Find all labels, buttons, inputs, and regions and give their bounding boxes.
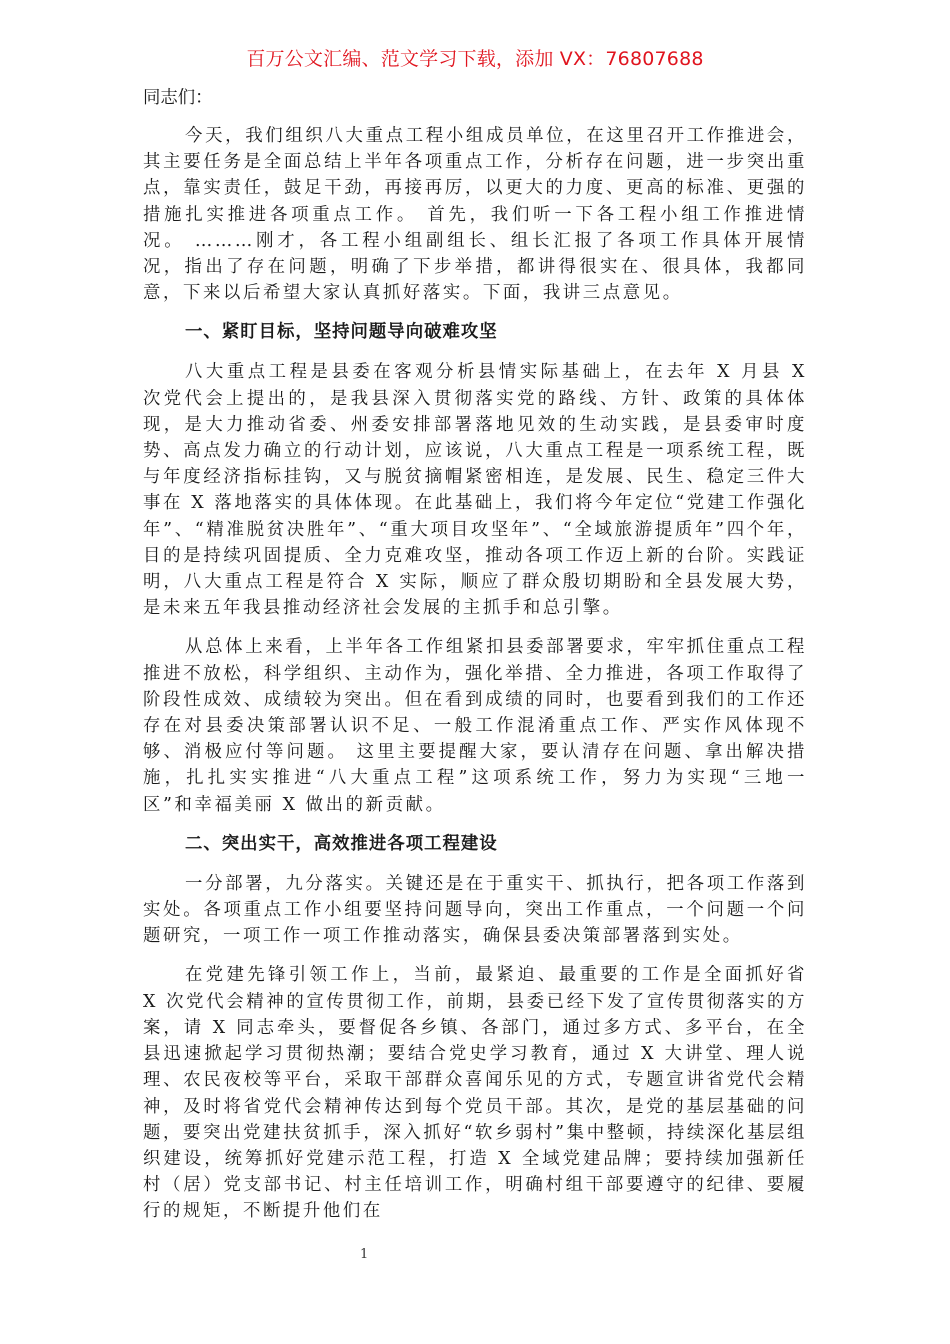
intro-paragraph: 今天，我们组织八大重点工程小组成员单位，在这里召开工作推进会，其主要任务是全面总结上半年各项重点工作，分析存在问题，进一步突出重点，靠实责任，鼓足干劲，再接再厉，以更大的力度、更高的标准、更强的措施扎实推进各项重点工作。 首先，我们听一下各工程小组工作推进情况。 ………刚才，各工程小组副组长、组长汇报了各项工作具体开展情况，指出了存在问题，明确了下步举措，都讲得很实在、很具体，我都同意，下来以后希望大家认真抓好落实。下面，我讲三点意见。 xyxy=(143,126,807,304)
watermark-banner: 百万公文汇编、范文学习下载，添加 VX：76807688 xyxy=(246,48,704,70)
section-2-paragraph-2: 在党建先锋引领工作上，当前，最紧迫、最重要的工作是全面抓好省 X 次党代会精神的宣传贯彻工作，前期，县委已经下发了宣传贯彻落实的方案，请 X 同志牵头，要督促各乡镇、各部门，通过多方式、多平台，在全县迅速掀起学习贯彻热潮；要结合党史学习教育，通过 X 大讲堂、理人说理、农民夜校等平台，采取干部群众喜闻乐见的方式，专题宣讲省党代会精神，及时将省党代会精神传达到每个党员干部。其次，是党的基层基础的问题，要突出党建扶贫抓手，深入抓好“软乡弱村”集中整顿，持续深化基层组织建设，统筹抓好党建示范工程，打造 X 全域党建品牌；要持续加强新任村（居）党支部书记、村主任培训工作，明确村组干部要遵守的纪律、要履行的规矩，不断提升他们在 xyxy=(143,965,807,1222)
page-number: 1 xyxy=(360,1247,369,1262)
section-heading-2: 二、突出实干，高效推进各项工程建设 xyxy=(185,833,498,854)
section-2-paragraph-1: 一分部署，九分落实。关键还是在于重实干、抓执行，把各项工作落到实处。各项重点工作小组要坚持问题导向，突出工作重点，一个问题一个问题研究，一项工作一项工作推动落实，确保县委决策部署落到实处。 xyxy=(143,873,807,947)
section-1-paragraph-1: 八大重点工程是县委在客观分析县情实际基础上，在去年 X 月县 X 次党代会上提出的，是我县深入贯彻落实党的路线、方针、政策的具体体现，是大力推动省委、州委安排部署落地见效的生动实践，是县委审时度势、高点发力确立的行动计划，应该说，八大重点工程是一项系统工程，既与年度经济指标挂钩，又与脱贫摘帽紧密相连，是发展、民生、稳定三件大事在 X 落地落实的具体体现。在此基础上，我们将今年定位“党建工作强化年”、“精准脱贫决胜年”、“重大项目攻坚年”、“全域旅游提质年”四个年，目的是持续巩固提质、全力克难攻坚，推动各项工作迈上新的台阶。实践证明，八大重点工程是符合 X 实际，顺应了群众殷切期盼和全县发展大势，是未来五年我县推动经济社会发展的主抓手和总引擎。 xyxy=(143,362,807,619)
document-body xyxy=(143,85,807,1238)
salutation: 同志们： xyxy=(143,88,213,108)
section-heading-1: 一、紧盯目标，坚持问题导向破难攻坚 xyxy=(185,322,498,343)
section-1-paragraph-2: 从总体上来看，上半年各工作组紧扣县委部署要求，牢牢抓住重点工程推进不放松，科学组织、主动作为，强化举措、全力推进，各项工作取得了阶段性成效、成绩较为突出。但在看到成绩的同时，也要看到我们的工作还存在对县委决策部署认识不足、一般工作混淆重点工作、严实作风体现不够、消极应付等问题。 这里主要提醒大家，要认清存在问题、拿出解决措施，扎扎实实推进“八大重点工程”这项系统工作，努力为实现“三地一区”和幸福美丽 X 做出的新贡献。 xyxy=(143,637,807,815)
spacer xyxy=(143,111,807,123)
